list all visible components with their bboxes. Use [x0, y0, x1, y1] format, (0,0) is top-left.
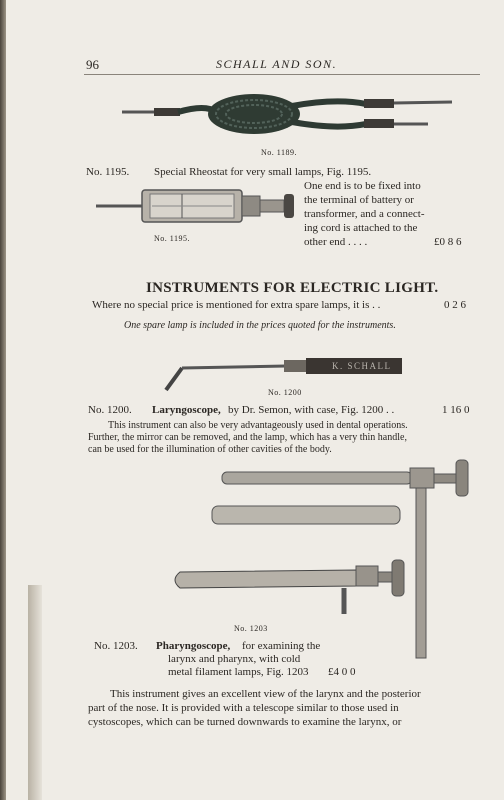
closing-line-2: part of the nose. It is provided with a telescope similar to those used in — [88, 702, 399, 714]
item-1195-desc-line-5: other end . . . . — [304, 236, 368, 248]
pharyngoscope-illustration-1203 — [166, 456, 482, 666]
item-1200-desc-line-3: can be used for the illumination of other cavities of the body. — [88, 444, 332, 455]
item-1200-desc-line-1: This instrument can also be very advantageously used in dental operations. — [108, 420, 408, 431]
item-1195-desc-line-4: ing cord is attached to the — [304, 222, 418, 234]
item-1200-rest: by Dr. Semon, with case, Fig. 1200 . . — [228, 404, 395, 416]
page-number: 96 — [86, 57, 99, 72]
rheostat-illustration-1195 — [92, 182, 298, 226]
header-rule — [84, 74, 480, 75]
running-title: SCHALL AND SON. — [216, 57, 338, 71]
item-1195-title: Special Rheostat for very small lamps, Fig. 1195. — [154, 166, 372, 178]
closing-line-1: This instrument gives an excellent view of the larynx and the posterior — [110, 688, 421, 700]
instrument-marking: K. SCHALL — [332, 361, 392, 371]
cable-illustration-1189 — [116, 84, 466, 144]
item-1195-price: £0 8 6 — [434, 236, 462, 248]
item-1200-name: Laryngoscope, — [152, 404, 221, 416]
spare-lamp-text: Where no special price is mentioned for extra spare lamps, it is . . — [92, 299, 381, 311]
item-1203-number: No. 1203. — [94, 640, 138, 652]
fig-1203-caption: No. 1203 — [234, 624, 268, 633]
page — [6, 0, 504, 800]
fig-1189-caption: No. 1189. — [261, 148, 297, 157]
spare-lamp-price: 0 2 6 — [444, 299, 466, 311]
page-fold-edge — [28, 585, 42, 800]
item-1200-number: No. 1200. — [88, 404, 132, 416]
item-1195-desc-line-1: One end is to be fixed into — [304, 180, 421, 192]
item-1195-desc-line-2: the terminal of battery or — [304, 194, 414, 206]
item-1203-price: £4 0 0 — [328, 666, 356, 678]
fig-1200-caption: No. 1200 — [268, 388, 302, 397]
item-1195-desc-line-3: transformer, and a connect- — [304, 208, 425, 220]
item-1200-desc-line-2: Further, the mirror can be removed, and the lamp, which has a very thin handle, — [88, 432, 407, 443]
fig-1195-caption: No. 1195. — [154, 234, 190, 243]
closing-line-3: cystoscopes, which can be turned downwards to examine the larynx, or — [88, 716, 402, 728]
item-1200-price: 1 16 0 — [442, 404, 470, 416]
item-1203-line1-rest: for examining the — [242, 640, 321, 652]
section-heading: INSTRUMENTS FOR ELECTRIC LIGHT. — [146, 280, 439, 296]
item-1195-number: No. 1195. — [86, 166, 130, 178]
item-1203-line2: larynx and pharynx, with cold — [168, 653, 301, 665]
item-1203-line3: metal filament lamps, Fig. 1203 — [168, 666, 309, 678]
item-1203-name: Pharyngoscope, — [156, 640, 231, 652]
spare-lamp-note: One spare lamp is included in the prices quoted for the instruments. — [124, 320, 396, 331]
